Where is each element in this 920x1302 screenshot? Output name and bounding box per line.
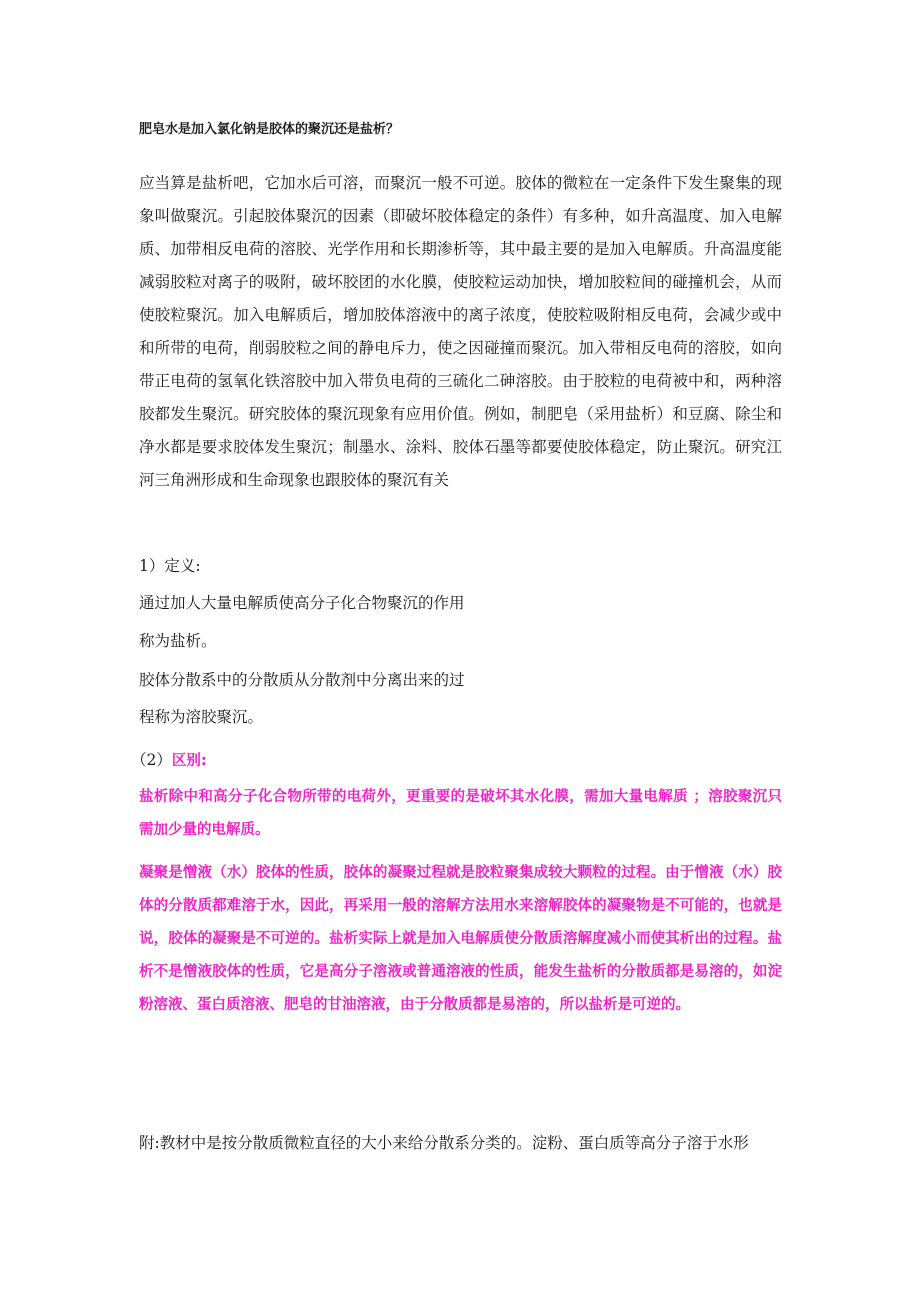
difference-prefix: （2） xyxy=(131,751,172,769)
difference-heading xyxy=(131,744,207,778)
intro-paragraph: 应当算是盐析吧，它加水后可溶，而聚沉一般不可逆。胶体的微粒在一定条件下发生聚集的现象叫做聚沉。引起胶体聚沉的因素（即破坏胶体稳定的条件）有多种，如升高温度、加入电解质、加带相反电荷的溶胶、光学作用和长期渗析等，其中最主要的是加入电解质。升高温度能减弱胶粒对离子的吸附，破坏胶团的水化膜，使胶粒运动加快，增加胶粒间的碰撞机会，从而使胶粒聚沉。加入电解质后，增加胶体溶液中的离子浓度，使胶粒吸附相反电荷，会减少或中和所带的电荷，削弱胶粒之间的静电斥力，使之因碰撞而聚沉。加入带相反电荷的溶胶，如向带正电荷的氢氧化铁溶胶中加入带负电荷的三硫化二砷溶胶。由于胶粒的电荷被中和，两种溶胶都发生聚沉。研究胶体的聚沉现象有应用价值。例如，制肥皂（采用盐析）和豆腐、除尘和净水都是要求胶体发生聚沉；制墨水、涂料、胶体石墨等都要使胶体稳定，防止聚沉。研究江河三角洲形成和生命现象也跟胶体的聚沉有关 xyxy=(139,174,782,489)
definition-line: 胶体分散系中的分散质从分散剂中分离出来的过 xyxy=(139,671,465,689)
difference-paragraph: 凝聚是憎液（水）胶体的性质，胶体的凝聚过程就是胶粒聚集成较大颗粒的过程。由于憎液（水）胶体的分散质都难溶于水，因此，再采用一般的溶解方法用水来溶解胶体的凝聚物是不可能的，也就是说，胶体的凝聚是不可逆的。盐析实际上就是加入电解质使分散质溶解度减小而使其析出的过程。盐析不是憎液胶体的性质，它是高分子溶液或普通溶液的性质，能发生盐析的分散质都是易溶的，如淀粉溶液、蛋白质溶液、肥皂的甘油溶液，由于分散质都是易溶的，所以盐析是可逆的。 xyxy=(139,865,782,1013)
appendix-line: 附:教材中是按分散质微粒直径的大小来给分散系分类的。淀粉、蛋白质等高分子溶于水形 xyxy=(139,1134,749,1152)
definition-heading: 1）定义: xyxy=(139,557,201,575)
definition-line: 程称为溶胶聚沉。 xyxy=(139,708,264,726)
difference-label: 区别: xyxy=(171,753,207,769)
document-title: 肥皂水是加入氯化钠是胶体的聚沉还是盐析？ xyxy=(139,122,400,137)
definition-line: 称为盐析。 xyxy=(139,632,217,650)
difference-paragraph: 盐析除中和高分子化合物所带的电荷外，更重要的是破坏其水化膜，需加大量电解质 ；溶胶聚沉只需加少量的电解质。 xyxy=(139,789,782,838)
definition-line: 通过加人大量电解质使高分子化合物聚沉的作用 xyxy=(139,594,465,612)
